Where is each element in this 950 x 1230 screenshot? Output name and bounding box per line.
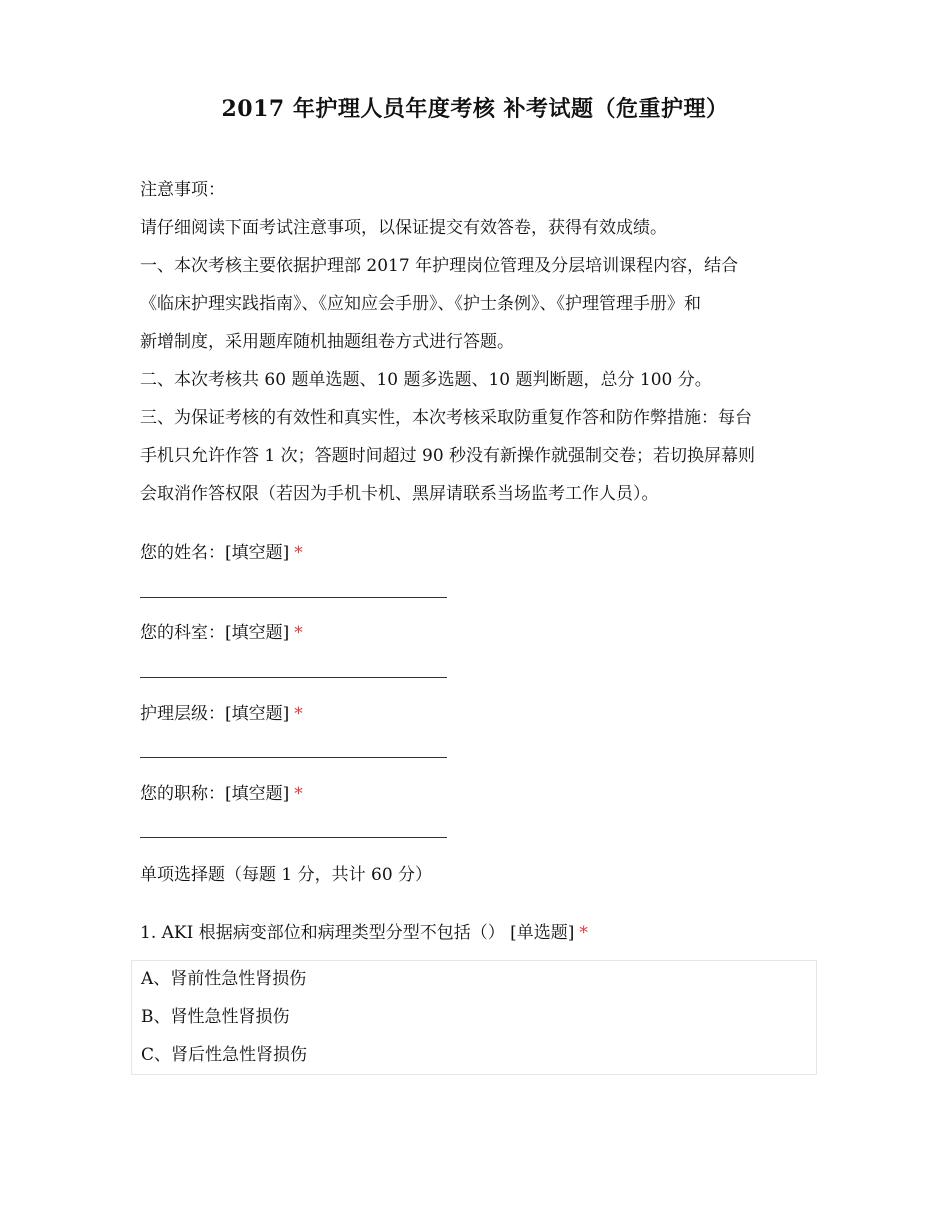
notice-line: 会取消作答权限（若因为手机卡机、黑屏请联系当场监考工作人员）。 (140, 484, 659, 504)
field-label (140, 702, 303, 726)
notice-line: 二、本次考核共 60 题单选题、10 题多选题、10 题判断题，总分 100 分。 (140, 370, 712, 390)
notice-heading: 注意事项： (140, 180, 225, 200)
section-heading: 单项选择题（每题 1 分，共计 60 分） (140, 865, 433, 885)
required-mark: * (294, 623, 303, 643)
option-c[interactable]: C、肾后性急性肾损伤 (141, 1045, 308, 1065)
required-mark: * (294, 784, 303, 804)
required-mark: * (294, 704, 303, 724)
notice-line: 手机只允许作答 1 次；答题时间超过 90 秒没有新操作就强制交卷；若切换屏幕则 (140, 446, 756, 466)
notice-line: 请仔细阅读下面考试注意事项，以保证提交有效答卷，获得有效成绩。 (140, 218, 667, 238)
notice-line: 《临床护理实践指南》、《应知应会手册》、《护士条例》、《护理管理手册》和 (140, 294, 701, 314)
field-label (140, 541, 303, 565)
notice-line: 三、为保证考核的有效性和真实性，本次考核采取防重复作答和防作弊措施：每台 (140, 408, 752, 428)
field-label-text: 您的职称：[填空题] (140, 784, 290, 804)
name-input-blank[interactable] (140, 597, 447, 598)
field-label (140, 782, 303, 806)
option-a[interactable]: A、肾前性急性肾损伤 (141, 969, 307, 989)
field-label (140, 621, 303, 645)
page-title: 2017 年护理人员年度考核 补考试题（危重护理） (221, 96, 729, 122)
options-box (131, 960, 817, 1075)
required-mark: * (579, 923, 588, 943)
field-label-text: 护理层级：[填空题] (140, 704, 290, 724)
title-input-blank[interactable] (140, 837, 447, 838)
required-mark: * (294, 543, 303, 563)
notice-line: 一、本次考核主要依据护理部 2017 年护理岗位管理及分层培训课程内容，结合 (140, 256, 739, 276)
level-input-blank[interactable] (140, 757, 447, 758)
field-label-text: 您的姓名：[填空题] (140, 543, 290, 563)
question-text (140, 921, 588, 945)
field-label-text: 您的科室：[填空题] (140, 623, 290, 643)
department-input-blank[interactable] (140, 677, 447, 678)
question-stem: 1. AKI 根据病变部位和病理类型分型不包括（） [单选题] (140, 923, 575, 943)
notice-line: 新增制度，采用题库随机抽题组卷方式进行答题。 (140, 332, 514, 352)
option-b[interactable]: B、肾性急性肾损伤 (141, 1007, 290, 1027)
